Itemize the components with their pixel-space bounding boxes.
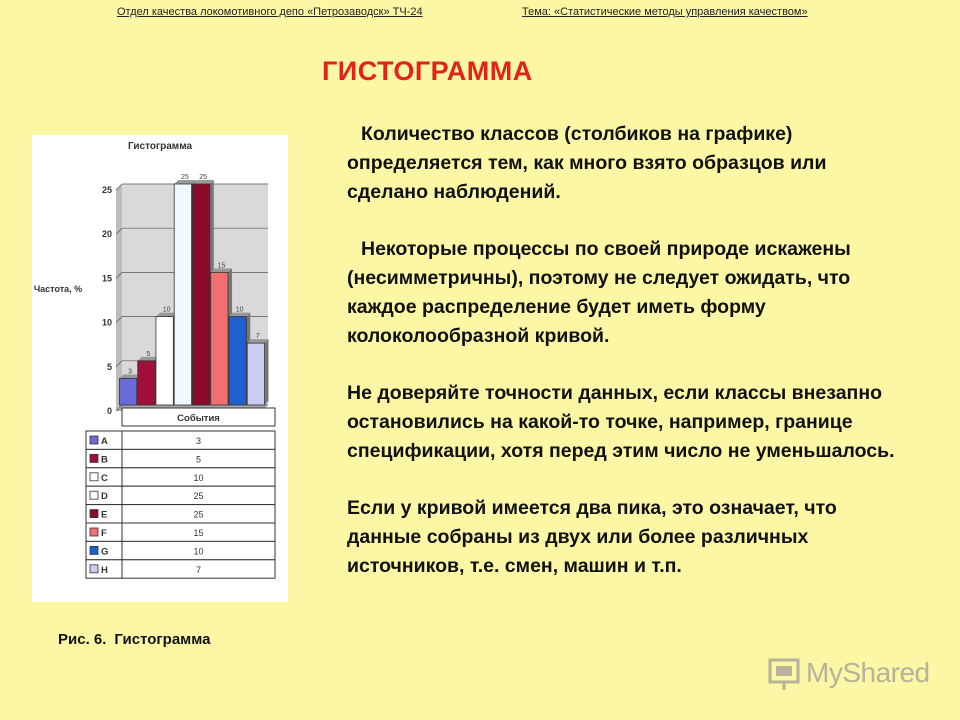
histogram-figure — [32, 135, 288, 602]
legend-swatch — [90, 473, 98, 481]
slide-title: ГИСТОГРАММА — [322, 56, 533, 86]
bar-g — [229, 317, 246, 405]
y-tick-label: 0 — [106, 406, 112, 416]
bar-value-label: 5 — [146, 350, 151, 358]
figure-caption — [58, 631, 219, 648]
bar-a — [119, 378, 136, 405]
legend-swatch — [90, 510, 98, 518]
legend-swatch — [90, 546, 98, 554]
bar-value-label: 15 — [217, 262, 226, 270]
body-text — [347, 120, 907, 609]
legend-category-label: B — [101, 454, 108, 466]
paragraph-asymmetry: Некоторые процессы по своей природе искажены (несимметричны), поэтому не следует ожидать, что каждое распределение будет иметь форму колоколообразной кривой. — [347, 238, 851, 347]
bar-side — [265, 339, 269, 405]
legend-category-label: A — [101, 436, 108, 447]
legend-swatch — [90, 565, 98, 573]
header-department: Отдел качества локомотивного депо «Петрозаводск» ТЧ-24 — [117, 6, 423, 18]
y-tick-label: 15 — [101, 273, 112, 284]
bar-b — [138, 361, 155, 405]
y-tick-label: 20 — [101, 229, 112, 240]
paragraph-two-peaks: Если у кривой имеется два пика, это означает, что данные собраны из двух или более различных источников, т.е. смен, машин и т.п. — [347, 497, 837, 577]
y-axis-label: Частота, % — [33, 284, 83, 294]
y-tick-label: 5 — [106, 361, 112, 372]
legend-category-label: D — [101, 491, 108, 503]
table-value: 3 — [195, 436, 202, 446]
table-value: 10 — [193, 472, 204, 483]
y-tick-label: 10 — [101, 317, 112, 328]
bar-value-label: 10 — [162, 306, 171, 314]
paragraph-data-accuracy: Не доверяйте точности данных, если классы внезапно остановились на какой-то точке, например, границе спецификации, хотя перед этим число не уменьшалось. — [347, 382, 895, 462]
bar-d — [174, 184, 191, 405]
bar-value-label: 25 — [180, 174, 189, 181]
legend-category-label: F — [101, 528, 107, 539]
legend-category-label: C — [101, 472, 108, 484]
legend-category-label: G — [101, 546, 109, 558]
chart-title: Гистограмма — [127, 141, 193, 152]
bar-value-label: 7 — [255, 333, 260, 341]
bar-e — [192, 184, 209, 405]
legend-swatch — [90, 491, 98, 499]
bar-value-label: 10 — [235, 306, 244, 314]
presentation-icon — [766, 654, 806, 694]
table-value: 7 — [195, 564, 202, 575]
caption-number: Рис. 6. — [58, 631, 107, 648]
legend-swatch — [90, 528, 98, 536]
caption-text: Гистограмма — [114, 631, 211, 648]
watermark-logo — [766, 654, 936, 694]
table-value: 5 — [195, 454, 202, 465]
table-value: 10 — [193, 546, 204, 557]
bar-c — [156, 317, 173, 405]
table-value: 25 — [193, 509, 204, 520]
bar-value-label: 25 — [199, 174, 208, 181]
watermark-text: MyShared — [806, 657, 930, 688]
bar-h — [247, 343, 264, 405]
legend-swatch — [90, 454, 98, 462]
legend-swatch — [90, 436, 98, 444]
histogram-chart — [32, 135, 288, 602]
table-header: События — [177, 413, 220, 424]
header-topic: Тема: «Статистические методы управления качеством» — [522, 6, 808, 18]
bar-value-label: 3 — [128, 368, 133, 376]
y-tick-label: 25 — [101, 185, 112, 195]
legend-category-label: H — [101, 564, 108, 576]
table-value: 25 — [193, 491, 204, 502]
paragraph-classes: Количество классов (столбиков на графике) определяется тем, как много взято образцов или сделано наблюдений. — [347, 123, 827, 203]
table-value: 15 — [193, 528, 204, 538]
legend-category-label: E — [101, 509, 108, 521]
bar-f — [211, 272, 228, 405]
slide-header — [0, 6, 960, 22]
